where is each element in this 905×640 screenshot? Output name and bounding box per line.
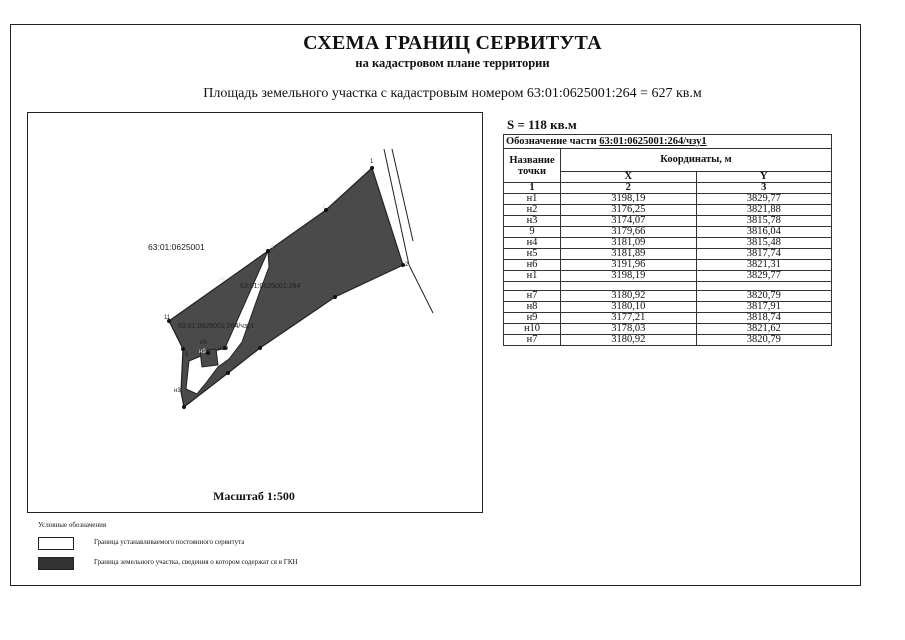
- col-header-y: Y: [696, 172, 832, 183]
- caption-code: 63:01:0625001:264/чзу1: [599, 135, 707, 147]
- map-panel: [27, 112, 483, 513]
- quarter-label: 63:01:0625001: [148, 242, 205, 252]
- col-header-coords: Координаты, м: [561, 149, 832, 172]
- point-label: н3: [174, 388, 181, 394]
- table-row: н1 3198,19 3829,77: [504, 271, 832, 282]
- area-statement: Площадь земельного участка с кадастровым номером 63:01:0625001:264 = 627 кв.м: [203, 86, 702, 101]
- cadastral-map: [28, 113, 482, 512]
- point-label: н6: [219, 277, 226, 283]
- caption-prefix: Обозначение части: [506, 135, 600, 147]
- table-row: н2 3176,25 3821,88: [504, 205, 832, 216]
- point-label: 4: [270, 244, 274, 250]
- point-label: н9: [199, 349, 206, 355]
- col-header-x: X: [561, 172, 697, 183]
- col-number: 3: [696, 183, 832, 194]
- table-row: н3 3174,07 3815,78: [504, 216, 832, 227]
- table-caption: [504, 135, 832, 149]
- table-row-blank: [504, 282, 832, 291]
- legend-title: Условные обозначения: [38, 521, 107, 529]
- table-row: 9 3179,66 3816,04: [504, 227, 832, 238]
- map-scale: Масштаб 1:500: [213, 489, 295, 503]
- table-row: н6 3191,96 3821,31: [504, 260, 832, 271]
- point-label: 9: [185, 352, 189, 358]
- legend-parcel-text: Граница земельного участка, сведения о котором содержат ся в ГКН: [94, 558, 298, 566]
- point-label: 11: [164, 315, 171, 321]
- point-label: 2: [405, 262, 409, 268]
- legend-servitude-text: Граница устанавливаемого постоянного сервитута: [94, 538, 245, 546]
- parcel-swatch: [38, 557, 74, 570]
- point-label: н10: [218, 346, 228, 352]
- page-title: СХЕМА ГРАНИЦ СЕРВИТУТА: [303, 32, 602, 54]
- servitude-swatch: [38, 537, 74, 550]
- col-number: 2: [561, 183, 697, 194]
- table-row: н7 3180,92 3820,79: [504, 335, 832, 346]
- table-row: н1 3198,19 3829,77: [504, 194, 832, 205]
- coordinates-table: [503, 134, 832, 346]
- point-label: н5: [200, 340, 207, 346]
- table-row: н10 3178,03 3821,62: [504, 324, 832, 335]
- table-row: н4 3181,09 3815,48: [504, 238, 832, 249]
- page-subtitle: на кадастровом плане территории: [355, 56, 550, 70]
- col-number: 1: [504, 183, 561, 194]
- table-row: н7 3180,92 3820,79: [504, 291, 832, 302]
- point-label: 1: [370, 159, 374, 165]
- parcel-label: 63:01:0625001:264: [240, 283, 301, 290]
- table-row: н9 3177,21 3818,74: [504, 313, 832, 324]
- point-label: 3: [322, 204, 326, 210]
- road-line-right: [392, 149, 413, 241]
- table-row: н8 3180,10 3817,91: [504, 302, 832, 313]
- part-label: 63:01:0625001:264/чзу1: [178, 323, 255, 330]
- table-row: н5 3181,89 3817,74: [504, 249, 832, 260]
- servitude-area: S = 118 кв.м: [507, 117, 577, 132]
- road-line-lower: [409, 265, 433, 313]
- col-header-point: Название точки: [504, 149, 561, 183]
